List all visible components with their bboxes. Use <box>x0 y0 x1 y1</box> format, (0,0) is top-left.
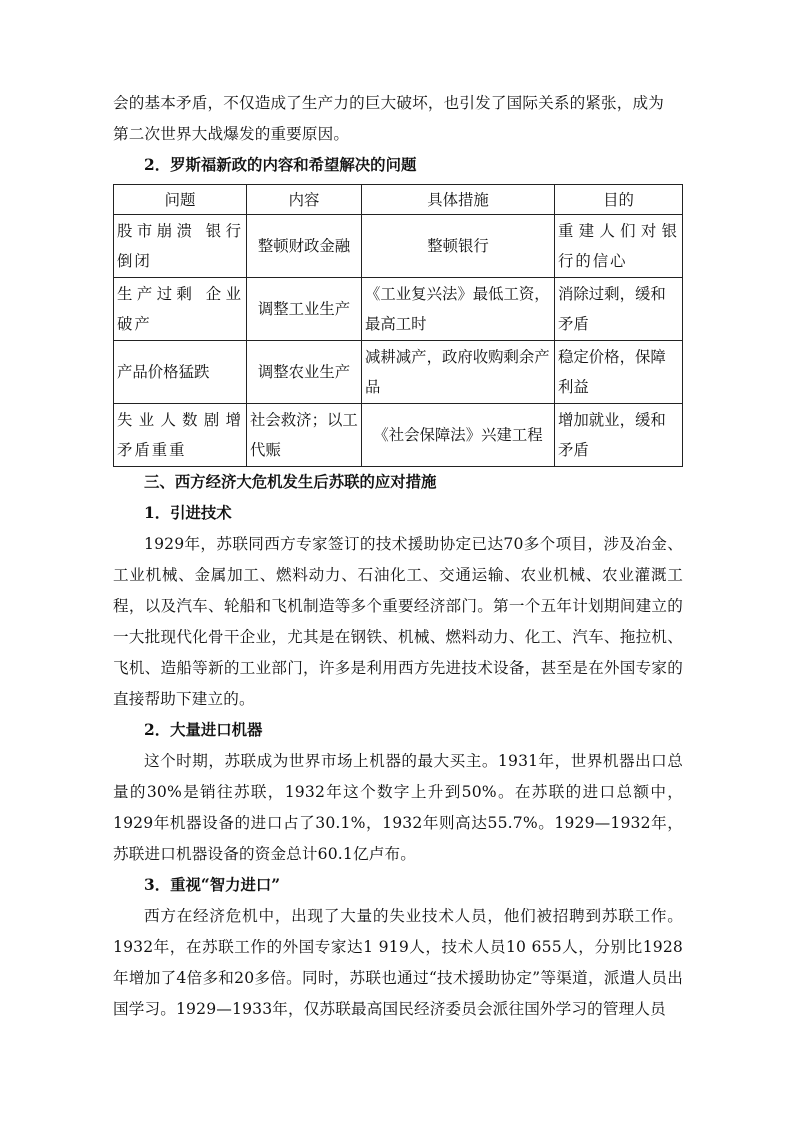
table-row <box>114 278 683 341</box>
cell-purpose: 稳定价格，保障利益 <box>555 341 683 404</box>
cell-problem: 生产过剩 企业破产 <box>114 278 247 341</box>
cell-purpose: 增加就业，缓和矛盾 <box>555 404 683 467</box>
sub-1-paragraph: 1929年，苏联同西方专家签订的技术援助协定已达70多个项目，涉及冶金、工业机械、金属加工、燃料动力、石油化工、交通运输、农业机械、农业灌溉工程，以及汽车、轮船和飞机制造等多个重要经济部门。第一个五年计划期间建立的一大批现代化骨干企业，尤其是在钢铁、机械、燃料动力、化工、汽车、拖拉机、飞机、造船等新的工业部门，许多是利用西方先进技术设备，甚至是在外国专家的直接帮助下建立的。 <box>113 535 683 708</box>
table-row <box>114 215 683 278</box>
table-row <box>114 341 683 404</box>
cell-purpose: 重建人们对银行的信心 <box>555 215 683 278</box>
cell-problem: 产品价格猛跌 <box>114 341 247 404</box>
new-deal-table <box>113 184 683 467</box>
table-header-row <box>114 185 683 215</box>
sub-2-paragraph: 这个时期，苏联成为世界市场上机器的最大买主。1931年，世界机器出口总量的30%是销往苏联，1932年这个数字上升到50%。在苏联的进口总额中，1929年机器设备的进口占了30.1%，1932年则高达55.7%。1929—1932年，苏联进口机器设备的资金总计60.1亿卢布。 <box>113 752 683 863</box>
sub-3-heading: 3．重视“智力进口” <box>144 876 281 894</box>
section-2-heading: 2．罗斯福新政的内容和希望解决的问题 <box>144 156 417 174</box>
cell-measures: 整顿银行 <box>362 215 555 278</box>
sub-1-heading: 1．引进技术 <box>144 504 232 522</box>
table-row <box>114 404 683 467</box>
cell-purpose: 消除过剩，缓和矛盾 <box>555 278 683 341</box>
header-content: 内容 <box>247 185 362 215</box>
cell-content: 社会救济；以工代赈 <box>247 404 362 467</box>
header-measures: 具体措施 <box>362 185 555 215</box>
document-page <box>113 88 683 1025</box>
sub-3-paragraph: 西方在经济危机中，出现了大量的失业技术人员，他们被招聘到苏联工作。1932年，在苏联工作的外国专家达1 919人，技术人员10 655人，分别比1928年增加了4倍多和20多倍。同时，苏联也通过“技术援助协定”等渠道，派遣人员出国学习。1929—1933年，仅苏联最高国民经济委员会派往国外学习的管理人员 <box>113 907 683 1018</box>
sub-2-heading: 2．大量进口机器 <box>144 721 263 739</box>
cell-problem: 股市崩溃 银行倒闭 <box>114 215 247 278</box>
cell-content: 调整农业生产 <box>247 341 362 404</box>
header-problem: 问题 <box>114 185 247 215</box>
cell-content: 整顿财政金融 <box>247 215 362 278</box>
intro-line-2: 第二次世界大战爆发的重要原因。 <box>113 125 350 143</box>
section-3-heading: 三、西方经济大危机发生后苏联的应对措施 <box>144 473 437 491</box>
cell-content: 调整工业生产 <box>247 278 362 341</box>
cell-problem: 失业人数剧增 矛盾重重 <box>114 404 247 467</box>
cell-measures: 《社会保障法》兴建工程 <box>362 404 555 467</box>
cell-measures: 减耕减产，政府收购剩余产品 <box>362 341 555 404</box>
cell-measures: 《工业复兴法》最低工资，最高工时 <box>362 278 555 341</box>
header-purpose: 目的 <box>555 185 683 215</box>
intro-line-1: 会的基本矛盾，不仅造成了生产力的巨大破坏，也引发了国际关系的紧张，成为 <box>113 94 665 112</box>
